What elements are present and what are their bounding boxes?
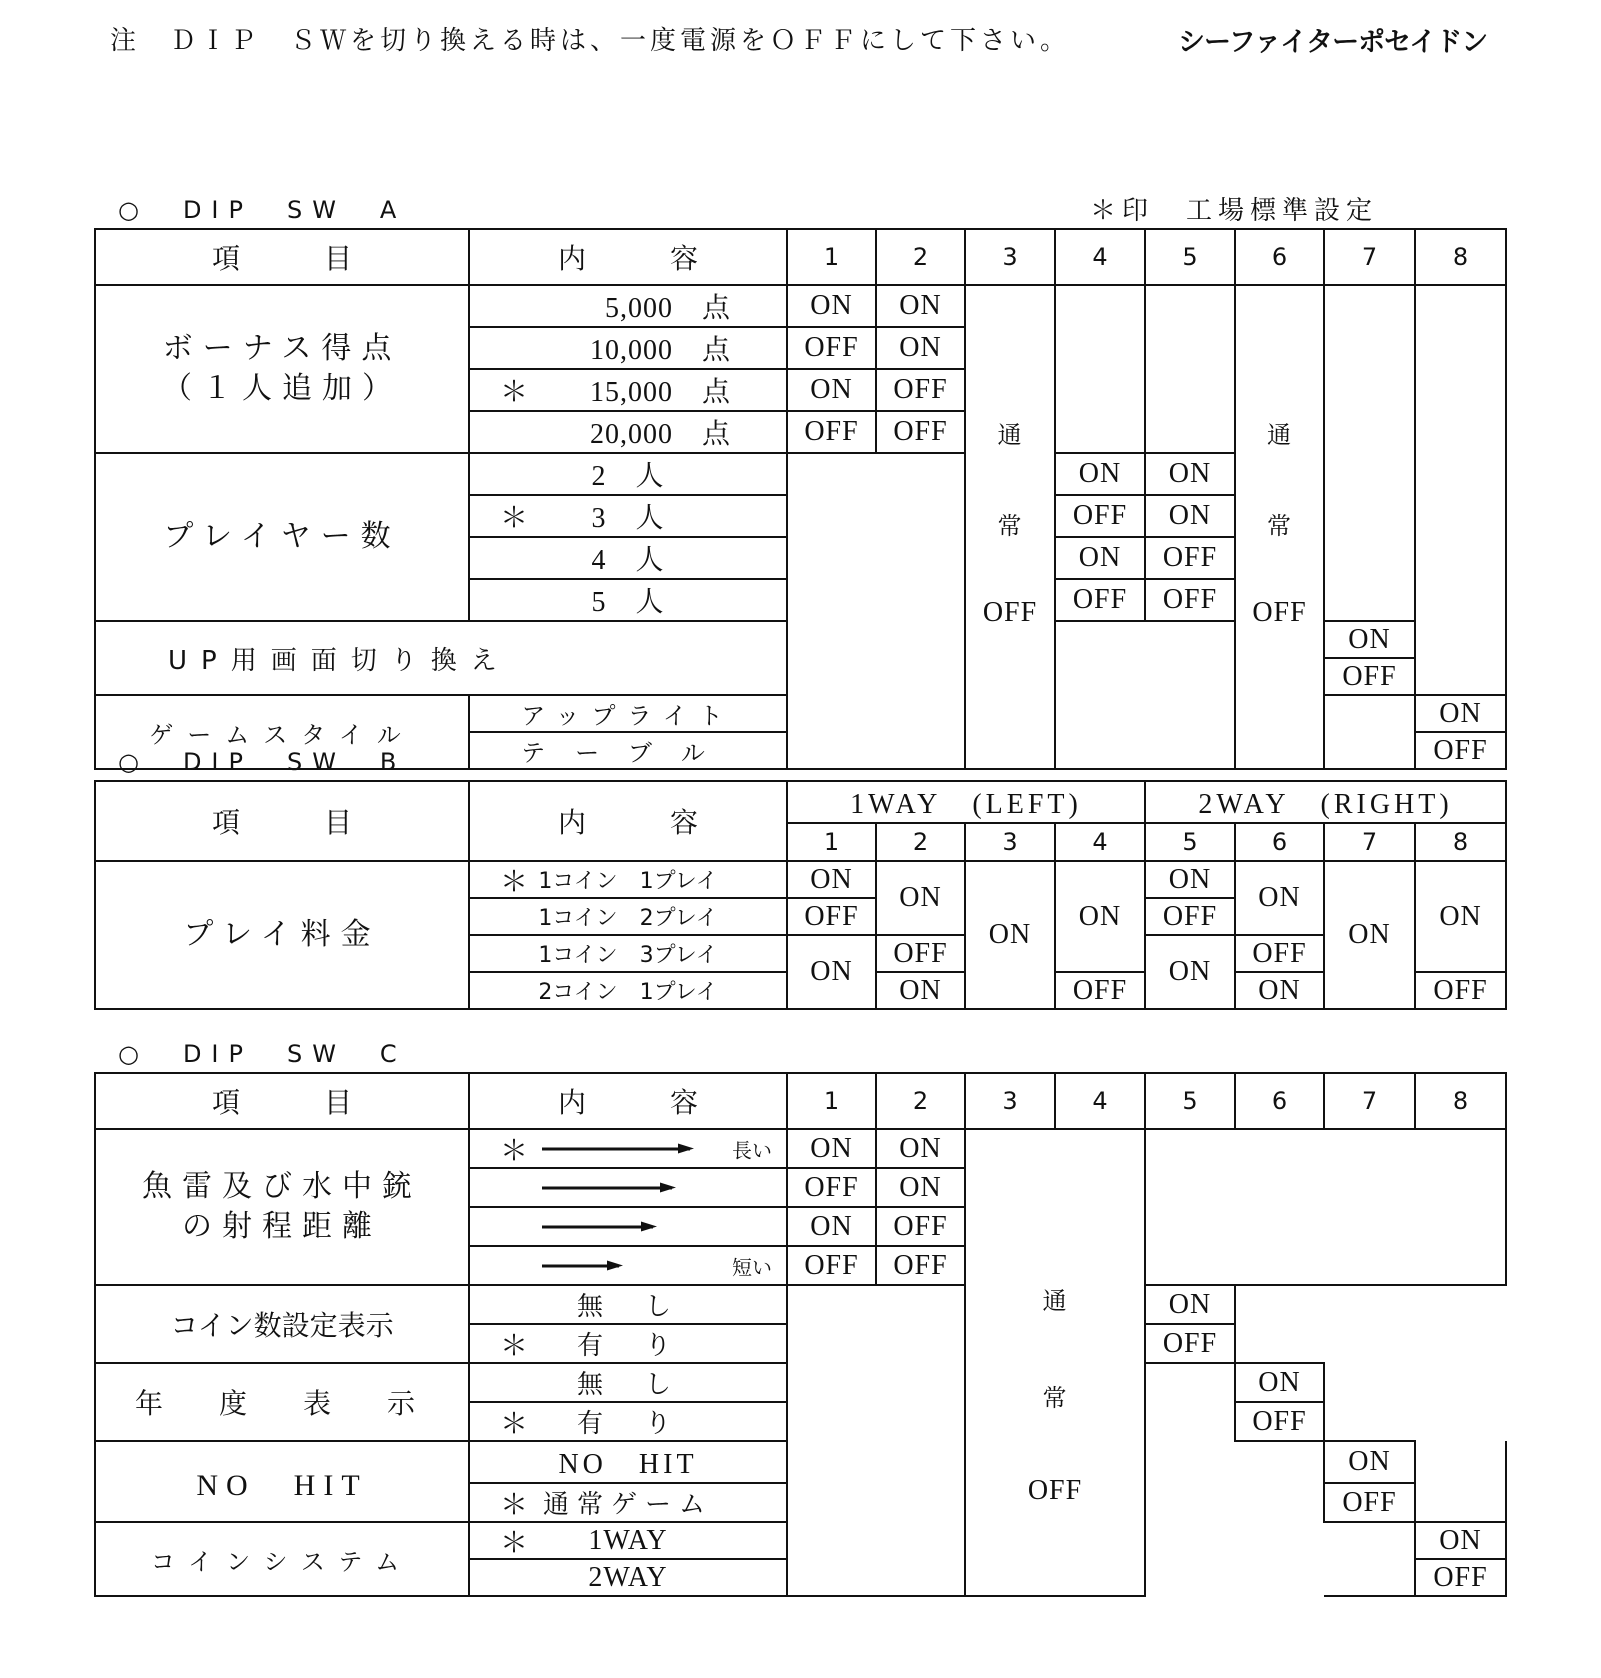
range-option	[469, 1168, 787, 1207]
header-sw-5: 5	[1145, 823, 1235, 861]
sw5-value: ON	[1145, 935, 1235, 1009]
range-arrow	[542, 1186, 672, 1189]
header-sw-3: 3	[965, 229, 1055, 285]
player-option: 5 人	[469, 579, 787, 621]
sw5-value: OFF	[1145, 537, 1235, 579]
header-item: 項 目	[95, 229, 469, 285]
sw5-value: OFF	[1145, 898, 1235, 935]
play-fee-item: プレイ料金	[95, 861, 469, 1009]
player-count-item: プレイヤー数	[95, 453, 469, 621]
sw1-value: OFF	[787, 411, 876, 453]
normal-off: OFF	[982, 597, 1038, 628]
header-content: 内 容	[469, 781, 787, 861]
sw4-value: OFF	[1055, 495, 1145, 537]
header-sw-7: 7	[1324, 823, 1415, 861]
coin-system-option: ＊ 1WAY	[469, 1522, 787, 1559]
header-sw-6: 6	[1235, 823, 1324, 861]
dip-sw-b-label: ○ DIP SW B	[118, 748, 407, 776]
sw1-value: OFF	[787, 327, 876, 369]
header-sw-1: 1	[787, 1073, 876, 1129]
empty-cell	[1055, 621, 1235, 769]
long-label: 長い	[732, 1138, 772, 1162]
dip-sw-c-label: ○ DIP SW C	[118, 1040, 407, 1068]
sw1-value: ON	[787, 1129, 876, 1168]
sw2-value: ON	[876, 861, 965, 935]
dip-sw-a-table	[94, 228, 1507, 770]
sw5-value: OFF	[1145, 579, 1235, 621]
range-arrow	[542, 1225, 653, 1228]
normal-char-1: 通	[1042, 1286, 1068, 1315]
header-sw-3: 3	[965, 823, 1055, 861]
default-mark: ＊	[500, 1487, 537, 1521]
coin-count-display-item: コイン数設定表示	[95, 1285, 469, 1363]
sw2-value: ON	[876, 327, 965, 369]
sw1-value: ON	[787, 935, 876, 1009]
header-sw-6: 6	[1235, 1073, 1324, 1129]
header-content: 内 容	[469, 229, 787, 285]
range-arrow	[542, 1147, 690, 1150]
game-style-option: アップライト	[469, 695, 787, 732]
player-option: 2 人	[469, 453, 787, 495]
game-style-item: ゲームスタイル	[95, 695, 469, 769]
default-mark: ＊	[500, 1406, 537, 1440]
empty-cell	[1145, 285, 1235, 453]
coin-system-item: コインシステム	[95, 1522, 469, 1596]
sw7-value: ON	[1324, 861, 1415, 1009]
sw2-value: ON	[876, 1168, 965, 1207]
sw8-value: ON	[1415, 861, 1506, 972]
sw7-value: ON	[1324, 621, 1415, 658]
shot-range-title-1: 魚雷及び水中銃	[142, 1169, 422, 1204]
player-option: ＊ 3 人	[469, 495, 787, 537]
fee-option: 1コイン 3プレイ	[469, 935, 787, 972]
dip-sw-b-table	[94, 780, 1507, 1010]
range-option	[469, 1246, 787, 1285]
coin-display-option: ＊ 有 り	[469, 1324, 787, 1363]
default-mark: ＊	[500, 864, 529, 898]
header-sw-4: 4	[1055, 1073, 1145, 1129]
empty-cell	[1324, 695, 1415, 769]
sw2-value: OFF	[876, 935, 965, 972]
factory-default-legend: ＊印 工場標準設定	[1090, 196, 1379, 226]
dip-sw-c-table	[94, 1072, 1507, 1597]
sw5-value: ON	[1145, 495, 1235, 537]
empty-cell	[787, 1285, 965, 1596]
sw8-value: OFF	[1415, 1559, 1506, 1596]
no-hit-item: NO HIT	[95, 1441, 469, 1522]
default-mark: ＊	[500, 1525, 530, 1559]
header-content: 内 容	[469, 1073, 787, 1129]
sw8-value: ON	[1415, 1522, 1506, 1559]
header-sw-2: 2	[876, 229, 965, 285]
sw1-value: ON	[787, 861, 876, 898]
sw4-value: OFF	[1055, 972, 1145, 1009]
sw5-value: OFF	[1145, 1324, 1235, 1363]
bonus-option: 5,000 点	[469, 285, 787, 327]
sw4-value: ON	[1055, 453, 1145, 495]
sw2-value: OFF	[876, 369, 965, 411]
empty-cell	[1324, 1363, 1506, 1441]
sw4-value: ON	[1055, 537, 1145, 579]
empty-cell	[1324, 285, 1415, 621]
no-hit-option: ＊ 通常ゲーム	[469, 1483, 787, 1522]
header-sw-4: 4	[1055, 229, 1145, 285]
sw6-value: OFF	[1235, 1402, 1324, 1441]
normal-char-1: 通	[1267, 421, 1292, 449]
no-hit-option: NO HIT	[469, 1441, 787, 1483]
sw7-value: OFF	[1324, 1483, 1415, 1522]
dip-sw-a-label: ○ DIP SW A	[118, 196, 407, 224]
sw2-value: ON	[876, 972, 965, 1009]
normal-off: OFF	[1252, 597, 1307, 628]
sw2-value: OFF	[876, 1246, 965, 1285]
coin-system-option: 2WAY	[469, 1559, 787, 1596]
bonus-score-subtitle: （１人追加）	[162, 371, 402, 406]
normal-off: OFF	[1027, 1474, 1083, 1506]
empty-cell	[1415, 285, 1506, 695]
header-sw-6: 6	[1235, 229, 1324, 285]
sw7-value: ON	[1324, 1441, 1415, 1483]
sw6-value: OFF	[1235, 935, 1324, 972]
default-mark: ＊	[500, 1328, 537, 1362]
empty-cell	[1235, 1441, 1324, 1596]
sw8-value: OFF	[1415, 732, 1506, 769]
bonus-option: ＊ 15,000 点	[469, 369, 787, 411]
header-sw-3: 3	[965, 1073, 1055, 1129]
sw5-value: ON	[1145, 453, 1235, 495]
sw6-value: ON	[1235, 861, 1324, 935]
sw3-4-normal-off	[965, 1129, 1145, 1596]
shot-range-title-2: の射程距離	[182, 1209, 382, 1244]
sw7-value: OFF	[1324, 658, 1415, 695]
sw6-value: ON	[1235, 972, 1324, 1009]
sw8-value: ON	[1415, 695, 1506, 732]
caution-note: 注 ＤＩＰ ＳＷを切り換える時は、一度電源をＯＦＦにして下さい。	[110, 26, 1071, 56]
bonus-score-item	[95, 285, 469, 453]
sw4-value: ON	[1055, 861, 1145, 972]
sw1-value: OFF	[787, 1246, 876, 1285]
range-arrow	[542, 1264, 619, 1267]
header-sw-8: 8	[1415, 229, 1506, 285]
empty-cell	[1145, 1129, 1506, 1285]
sw2-value: OFF	[876, 411, 965, 453]
fee-option: ＊ 1コイン 1プレイ	[469, 861, 787, 898]
empty-cell	[1055, 285, 1145, 453]
bonus-option: 20,000 点	[469, 411, 787, 453]
header-item: 項 目	[95, 1073, 469, 1129]
empty-cell	[1145, 1363, 1235, 1596]
empty-cell	[787, 453, 965, 769]
shot-range-item	[95, 1129, 469, 1285]
normal-char-2: 常	[1267, 512, 1292, 540]
empty-cell	[1415, 1441, 1506, 1522]
default-mark: ＊	[500, 503, 530, 534]
empty-cell	[1235, 1285, 1506, 1363]
coin-display-option: 無 し	[469, 1285, 787, 1324]
header-sw-4: 4	[1055, 823, 1145, 861]
header-sw-8: 8	[1415, 1073, 1506, 1129]
sw1-value: ON	[787, 369, 876, 411]
group-2way-right: 2WAY (RIGHT)	[1145, 781, 1506, 823]
header-sw-5: 5	[1145, 229, 1235, 285]
header-item: 項 目	[95, 781, 469, 861]
sw1-value: ON	[787, 285, 876, 327]
normal-char-2: 常	[997, 512, 1023, 540]
header-sw-8: 8	[1415, 823, 1506, 861]
sw4-value: OFF	[1055, 579, 1145, 621]
sw2-value: OFF	[876, 1207, 965, 1246]
range-option	[469, 1129, 787, 1168]
default-mark: ＊	[500, 1133, 529, 1167]
normal-char-1: 通	[997, 421, 1023, 449]
sw3-normal-off	[965, 285, 1055, 769]
sw6-value: ON	[1235, 1363, 1324, 1402]
range-option	[469, 1207, 787, 1246]
header-sw-1: 1	[787, 823, 876, 861]
sw5-value: ON	[1145, 1285, 1235, 1324]
header-sw-1: 1	[787, 229, 876, 285]
game-style-option: テーブル	[469, 732, 787, 769]
year-display-option: 無 し	[469, 1363, 787, 1402]
year-display-item: 年 度 表 示	[95, 1363, 469, 1441]
player-option: 4 人	[469, 537, 787, 579]
header-sw-7: 7	[1324, 229, 1415, 285]
default-mark: ＊	[500, 377, 530, 408]
sw2-value: ON	[876, 1129, 965, 1168]
header-sw-2: 2	[876, 1073, 965, 1129]
empty-cell	[1324, 1522, 1415, 1596]
fee-option: 1コイン 2プレイ	[469, 898, 787, 935]
sw1-value: OFF	[787, 1168, 876, 1207]
sw3-value: ON	[965, 861, 1055, 1009]
sw6-normal-off	[1235, 285, 1324, 769]
header-sw-5: 5	[1145, 1073, 1235, 1129]
bonus-score-title: ボーナス得点	[162, 331, 402, 366]
normal-char-2: 常	[1042, 1383, 1068, 1412]
bonus-option: 10,000 点	[469, 327, 787, 369]
group-1way-left: 1WAY (LEFT)	[787, 781, 1145, 823]
sw2-value: ON	[876, 285, 965, 327]
header-sw-2: 2	[876, 823, 965, 861]
sw5-value: ON	[1145, 861, 1235, 898]
year-display-option: ＊ 有 り	[469, 1402, 787, 1441]
sw1-value: OFF	[787, 898, 876, 935]
short-label: 短い	[732, 1255, 772, 1279]
game-title: シーファイターポセイドン	[1178, 27, 1488, 58]
fee-option: 2コイン 1プレイ	[469, 972, 787, 1009]
header-sw-7: 7	[1324, 1073, 1415, 1129]
up-screen-switch-item: UP用画面切り換え	[95, 621, 787, 695]
sw8-value: OFF	[1415, 972, 1506, 1009]
sw1-value: ON	[787, 1207, 876, 1246]
